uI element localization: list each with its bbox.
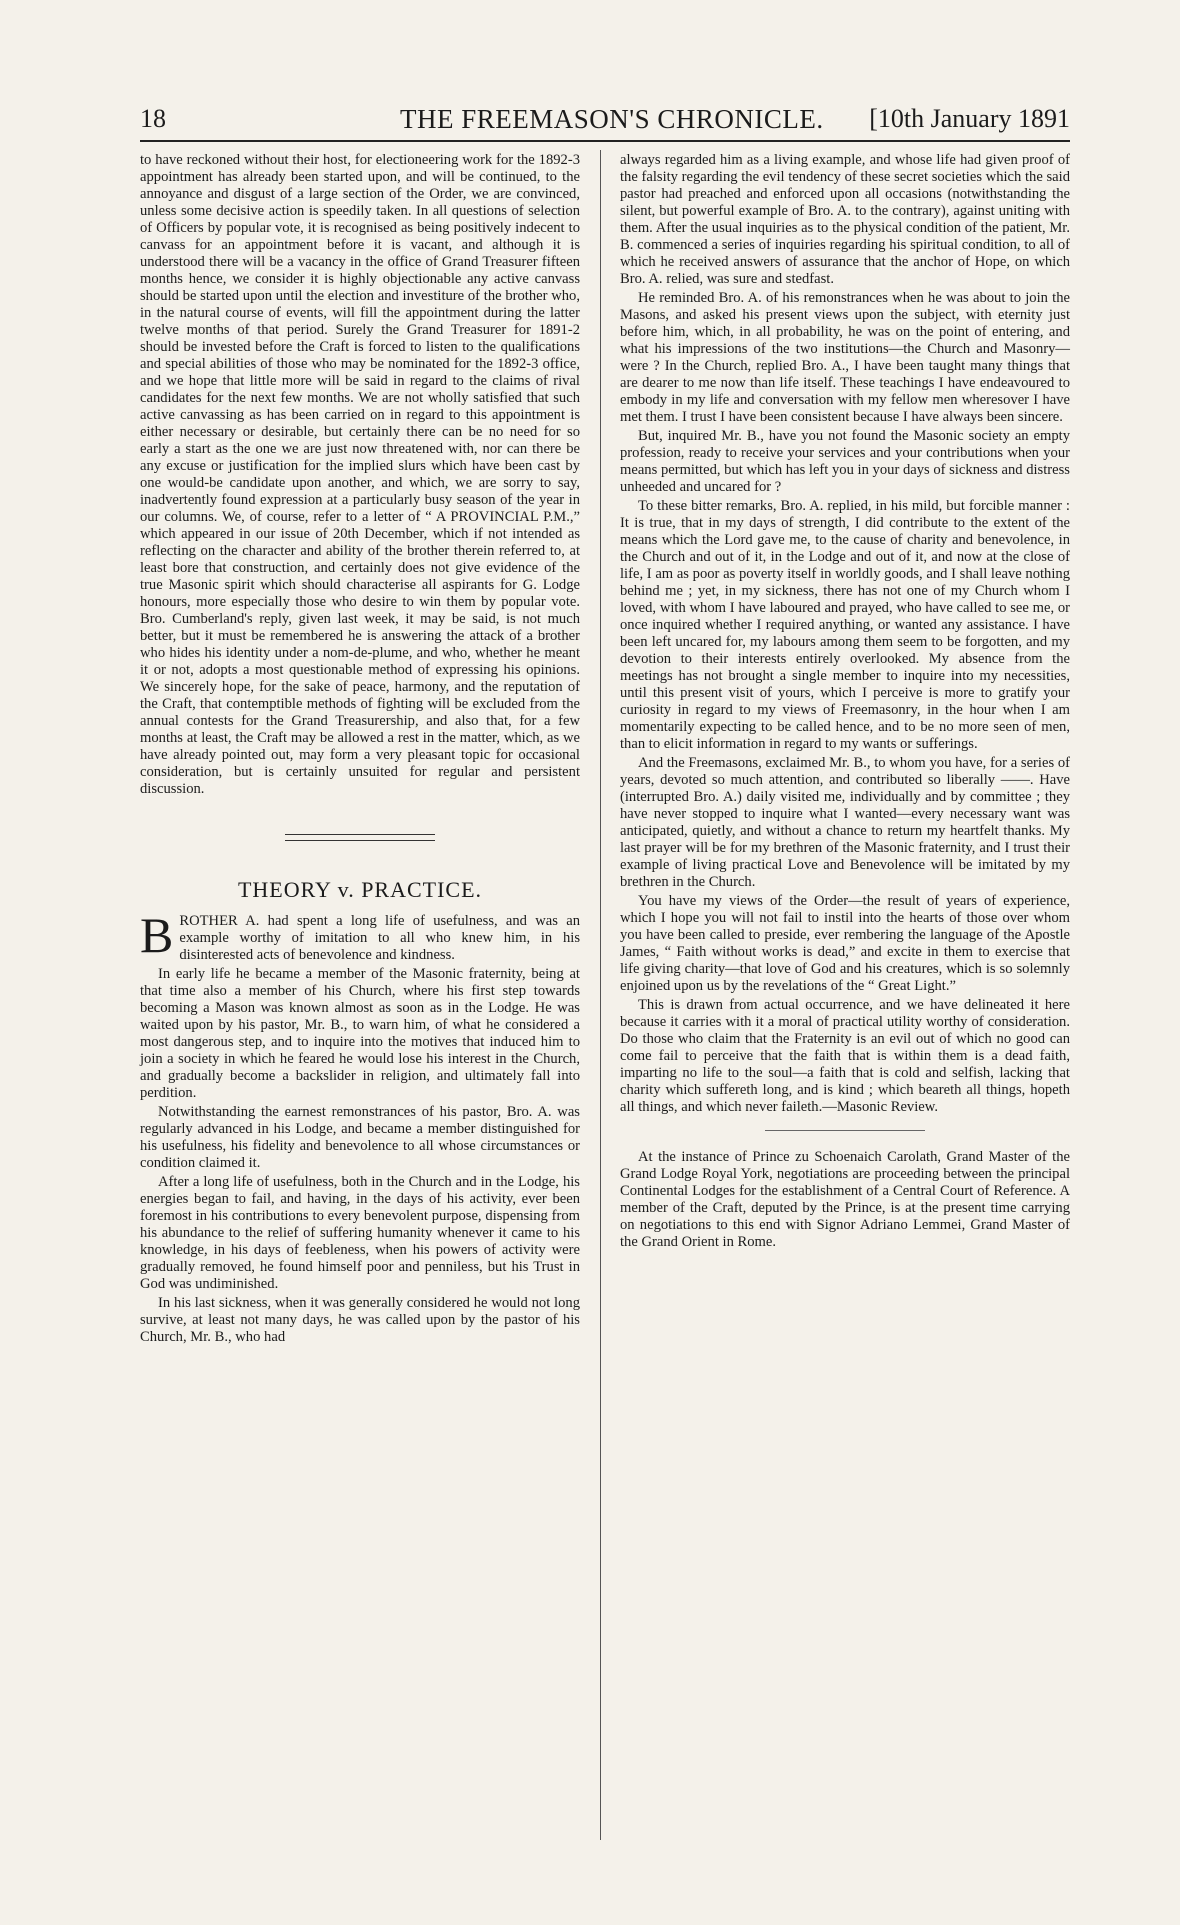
article-paragraph: You have my views of the Order—the result of years of experience, which I hope you will not fail to instil into the hearts of those over whom you have been called to preside, ever rembering the language of the Apostle James, “ Faith without works is dead,” and excite in them to exercise that life giving charity—that love of God and his creatures, which is so solemnly enjoined upon us by the revelations of the “ Great Light.” [620,893,1070,994]
column-divider [600,150,601,1840]
news-paragraph: At the instance of Prince zu Schoenaich Carolath, Grand Master of the Grand Lodge Royal York, negotiations are proceeding between the principal Continental Lodges for the establishment of a Central Court of Reference. A member of the Craft, deputed by the Prince, is at the present time carrying on negotiations to this end with Signor Adriano Lemmei, Grand Master of the Grand Orient in Rome. [620,1149,1070,1250]
article-paragraph: This is drawn from actual occurrence, and we have delineated it here because it carries with it a moral of practical utility worthy of consideration. Do those who claim that the Fraternity is an evil out of which no good can come fail to perceive that the faith that is within them is a dead faith, imparting no life to the soul—a faith that is cold and selfish, lacking that charity which suffereth long, and is kind ; which beareth all things, hopeth all things, and which never faileth.—Masonic Review. [620,997,1070,1115]
issue-date: [10th January 1891 [869,104,1070,133]
page-header [140,100,1070,142]
left-column [140,152,580,1348]
article-paragraph: Notwithstanding the earnest remonstrances of his pastor, Bro. A. was regularly advanced in his Lodge, and became a member distinguished for his usefulness, his fidelity and benevolence to all whose circumstances or condition claimed it. [140,1104,580,1171]
article-paragraph: And the Freemasons, exclaimed Mr. B., to whom you have, for a series of years, devoted so much attention, and contributed so liberally ——. Have (interrupted Bro. A.) daily visited me, individually and by committee ; they have never stopped to inquire what I wanted—every necessary want was anticipated, quietly, and without a chance to return my heartfelt thanks. My last prayer will be for my brethren of the Masonic fraternity, and I trust their example of living practical Love and Benevolence will be imitated by my brethren in the Church. [620,755,1070,890]
section-rule [765,1130,925,1131]
article-title: THEORY v. PRACTICE. [237,877,483,902]
publication-title: THE FREEMASON'S CHRONICLE. [400,104,824,134]
editorial-paragraph: to have reckoned without their host, for electioneering work for the 1892-3 appointment has already been started upon, and will be continued, to the annoyance and disgust of a large section of the Order, we are convinced, unless some decisive action is speedily taken. In all questions of selection of Officers by popular vote, it is recognised as being positively indecent to canvass for an appointment before it is vacant, and although it is understood there will be a vacancy in the office of Grand Treasurer fifteen months hence, we consider it is highly objectionable any active canvass should be started upon until the election and investiture of the brother who, in the natural course of events, will fill the appointment during the latter twelve months of that period. Surely the Grand Treasurer for 1891-2 should be invested before the Craft is forced to listen to the qualifications and special abilities of those who may be nominated for the 1892-3 office, and we hope that little more will be said in regard to the claims of rival candidates for the next few months. We are not wholly satisfied that such active canvassing as has been carried on in regard to this appointment is either necessary or desirable, but certainly there can be no need for so early a start as the one we are just now threatened with, nor can there be any excuse or justification for the implied slurs which have been cast by one would-be candidate upon another, and which, we are sorry to say, inadvertently found expression at a particularly busy season of the year in our columns. We, of course, refer to a letter of “ A PROVINCIAL P.M.,” which appeared in our issue of 20th December, which if not intended as reflecting on the character and ability of the brother therein referred to, at least bore that construction, and certainly does not give evidence of the true Masonic spirit which should characterise all aspirants for G. Lodge honours, more especially those who desire to win them by popular vote. Bro. Cumberland's reply, given last week, it may be said, is not much better, but it must be remembered he is answering the attack of a brother who hides his identity under a nom-de-plume, and who, whether he meant it or not, adopts a most questionable method of expressing his opinions. We sincerely hope, for the sake of peace, harmony, and the reputation of the Craft, that contemptible methods of fighting will be excluded from the annual contests for the Grand Treasurership, and also that, for a few months at least, the Craft may be allowed a rest in the matter, which, as we have already pointed out, may form a very pleasant topic for occasional consideration, but is certainly unsuited for regular and persistent discussion. [140,152,580,797]
article-paragraph: always regarded him as a living example, and whose life had given proof of the falsity regarding the evil tendency of these secret societies which the said pastor had preached and enforced upon all occasions (notwithstanding the silent, but powerful example of Bro. A. to the contrary), against uniting with them. After the usual inquiries as to the physical condition of the patient, Mr. B. commenced a series of inquiries regarding his spiritual condition, to all of which he received answers of assurance that the anchor of Hope, on which Bro. A. relied, was sure and stedfast. [620,152,1070,287]
article-paragraph: After a long life of usefulness, both in the Church and in the Lodge, his energies began to fail, and having, in the days of his activity, ever been foremost in his contributions to every benevolent purpose, dispensing from his abundance to the relief of suffering humanity whenever it came to his knowledge, in his days of feebleness, when his powers of activity were gradually removed, he found himself poor and penniless, but his Trust in God was undiminished. [140,1174,580,1292]
article-opening-paragraph [140,907,580,964]
article-paragraph: In his last sickness, when it was generally considered he would not long survive, at least not many days, he was called upon by the pastor of his Church, Mr. B., who had [140,1295,580,1345]
drop-cap: B [140,907,174,963]
article-paragraph: But, inquired Mr. B., have you not found the Masonic society an empty profession, ready to receive your services and your contributions when your means permitted, but which has left you in your days of sickness and distress unheeded and uncared for ? [620,428,1070,495]
section-rule [285,834,435,841]
article-paragraph: He reminded Bro. A. of his remonstrances when he was about to join the Masons, and asked his present views upon the subject, with eternity just before him, which, in all probability, he was on the point of entering, and what his impressions of the two institutions—the Church and Masonry—were ? In the Church, replied Bro. A., I have been taught many things that are dearer to me now than life itself. These teachings I have endeavoured to embody in my life and conversation with my fellow men wheresover I have met them. I trust I have been consistent because I have always been sincere. [620,290,1070,425]
article-paragraph: In early life he became a member of the Masonic fraternity, being at that time also a member of his Church, where his first step towards becoming a Mason was known almost as soon as in the Lodge. He was waited upon by his pastor, Mr. B., to warn him, of what he considered a most dangerous step, and to inquire into the motives that induced him to join a society in which he feared he would lose his interest in the Church, and gradually become a backslider in religion, and ultimately fall into perdition. [140,966,580,1101]
right-column [620,152,1070,1253]
article-paragraph: To these bitter remarks, Bro. A. replied, in his mild, but forcible manner : It is true, that in my days of strength, I did contribute to the extent of the means which the Lord gave me, to the cause of charity and benevolence, in the Church and out of it, in the Lodge and out of it, and now at the close of life, I am as poor as poverty itself in worldly goods, and I shall leave nothing behind me ; yet, in my sickness, there has not one of my Church whom I loved, with whom I have laboured and prayed, who have called to see me, or once inquired whether I required anything, or wanted any assistance. I have been left uncared for, my labours among them seem to be forgotten, and my devotion to their interests entirely overlooked. My absence from the meetings has not brought a single member to inquire into my necessities, until this present visit of yours, which I perceive is more to gratify your curiosity in regard to my views of Freemasonry, in the hour when I am momentarily expecting to be called hence, and to be no more seen of men, than to elicit information in regard to my wants or sufferings. [620,498,1070,752]
page-number: 18 [140,104,166,133]
article-opening-text: ROTHER A. had spent a long life of usefulness, and was an example worthy of imitation to all who knew him, in his disinterested acts of benevolence and kindness. [179,913,580,963]
